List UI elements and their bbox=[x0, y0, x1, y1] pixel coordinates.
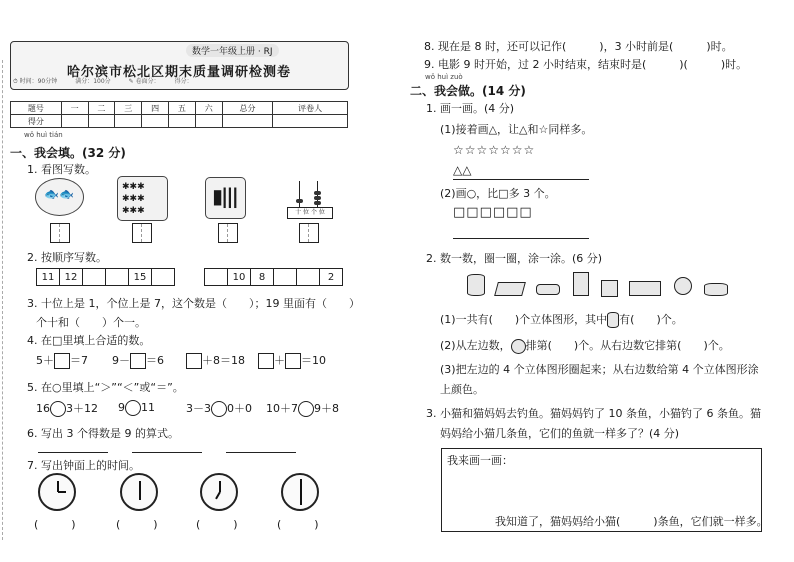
table-cell: 一 bbox=[61, 102, 88, 115]
cmp-left: 9 bbox=[118, 401, 125, 414]
score-value-row bbox=[11, 115, 348, 128]
binding-gutter bbox=[2, 60, 11, 540]
cuboid-shape[interactable] bbox=[573, 272, 589, 296]
q4-equation-1 bbox=[36, 352, 88, 369]
table-cell: 六 bbox=[195, 102, 222, 115]
cmp-right: 11 bbox=[141, 401, 155, 414]
minute-hand bbox=[300, 492, 302, 505]
clock-face bbox=[281, 473, 319, 511]
square-row: □□□□□□ bbox=[453, 205, 533, 220]
q4-equation-2 bbox=[112, 352, 164, 369]
eq-text: ＝7 bbox=[70, 354, 88, 367]
abacus-picture bbox=[287, 181, 331, 217]
eq-text: ＋ bbox=[274, 354, 285, 367]
question-4-label: 4. 在□里填上合适的数。 bbox=[27, 334, 151, 347]
pinyin-annotation: wǒ huì zuò bbox=[425, 73, 463, 81]
table-cell: 题号 bbox=[11, 102, 62, 115]
hour-hand bbox=[139, 492, 141, 500]
answer-line[interactable] bbox=[38, 452, 108, 453]
q4-equation-3 bbox=[186, 352, 245, 369]
cylinder-icon bbox=[607, 312, 619, 328]
compare-circle[interactable] bbox=[125, 400, 141, 416]
abacus-place-labels: 十 位 个 位 bbox=[287, 207, 333, 219]
question-2-label: 2. 按顺序写数。 bbox=[27, 251, 107, 264]
cmp-right: 0＋0 bbox=[227, 402, 252, 415]
clock-answer[interactable]: ( ) bbox=[277, 518, 319, 531]
seq-input-cell[interactable] bbox=[106, 269, 129, 286]
q5-compare-3 bbox=[186, 400, 252, 417]
question-3-line1: 3. 十位上是 1，个位上是 7，这个数是（ ）；19 里面有（ ） bbox=[27, 297, 360, 310]
part-text: 有( )个。 bbox=[619, 313, 683, 326]
answer-line[interactable] bbox=[132, 452, 202, 453]
eq-text: 5＋ bbox=[36, 354, 54, 367]
seq-cell: 2 bbox=[320, 269, 343, 286]
sphere-icon bbox=[511, 339, 526, 354]
bee-icon: ✱✱✱ ✱✱✱ ✱✱✱ bbox=[122, 182, 145, 216]
bees-picture bbox=[117, 176, 168, 221]
eq-text: ＝6 bbox=[146, 354, 164, 367]
compare-circle[interactable] bbox=[211, 401, 227, 417]
subject-subtitle: 数学一年级上册 · RJ bbox=[186, 44, 279, 57]
section2-heading: 二、我会做。(14 分) bbox=[410, 84, 526, 98]
answer-box[interactable] bbox=[258, 353, 274, 369]
drawing-area[interactable] bbox=[441, 448, 768, 532]
sticks-picture bbox=[205, 177, 246, 219]
sequence-row-1 bbox=[36, 268, 175, 286]
compare-circle[interactable] bbox=[50, 401, 66, 417]
question-7-label: 7. 写出钟面上的时间。 bbox=[27, 459, 140, 472]
clock-face bbox=[120, 473, 158, 511]
q5-compare-1 bbox=[36, 400, 98, 417]
compare-circle[interactable] bbox=[298, 401, 314, 417]
eq-text: 9－ bbox=[112, 354, 130, 367]
cmp-right: 9＋8 bbox=[314, 402, 339, 415]
cylinder-shape[interactable] bbox=[704, 283, 728, 296]
score-input-cell[interactable] bbox=[142, 115, 169, 128]
score-input-cell[interactable] bbox=[222, 115, 273, 128]
answer-line[interactable] bbox=[226, 452, 296, 453]
question-6-label: 6. 写出 3 个得数是 9 的算式。 bbox=[27, 427, 179, 440]
cmp-left: 3－3 bbox=[186, 402, 211, 415]
score-table bbox=[10, 101, 348, 128]
clock-answer[interactable]: ( ) bbox=[196, 518, 238, 531]
exam-info-bar: ⏱ 时间：90分钟 满分：100分 ✎ 卷面分： 得分： bbox=[13, 78, 193, 85]
s2-q1-part2: (2)画○，比□多 3 个。 bbox=[440, 187, 556, 200]
cuboid-shape[interactable] bbox=[629, 281, 661, 296]
conclusion-sentence: 我知道了，猫妈妈给小猫( )条鱼，它们就一样多。 bbox=[495, 515, 768, 528]
table-cell: 得分 bbox=[11, 115, 62, 128]
seq-input-cell[interactable] bbox=[274, 269, 297, 286]
table-cell: 五 bbox=[169, 102, 196, 115]
drawing-line[interactable] bbox=[453, 238, 589, 239]
eq-text: ＋8＝18 bbox=[202, 354, 245, 367]
fish-icon: 🐟🐟 bbox=[44, 187, 74, 201]
answer-box[interactable] bbox=[132, 223, 152, 243]
seq-input-cell[interactable] bbox=[152, 269, 175, 286]
clock-answer[interactable]: ( ) bbox=[34, 518, 76, 531]
minute-hand bbox=[219, 481, 221, 492]
q4-equation-4 bbox=[258, 352, 326, 369]
answer-box[interactable] bbox=[50, 223, 70, 243]
score-input-cell[interactable] bbox=[273, 115, 348, 128]
score-input-cell[interactable] bbox=[61, 115, 88, 128]
s2-q2-part2 bbox=[440, 337, 730, 354]
part-text: (1)一共有( )个立体图形，其中 bbox=[440, 313, 608, 326]
answer-box[interactable] bbox=[285, 353, 301, 369]
score-input-cell[interactable] bbox=[195, 115, 222, 128]
score-input-cell[interactable] bbox=[169, 115, 196, 128]
minute-hand bbox=[139, 481, 141, 492]
question-9: 9. 电影 9 时开始，过 2 小时结束，结束时是( )( )时。 bbox=[424, 58, 748, 71]
pinyin-annotation: wǒ huì tián bbox=[24, 131, 63, 139]
triangle-row: △△ bbox=[453, 163, 472, 177]
title-banner bbox=[10, 41, 349, 90]
table-cell: 评卷人 bbox=[273, 102, 348, 115]
s2-q2-part1 bbox=[440, 311, 683, 328]
q5-compare-2 bbox=[118, 400, 155, 416]
cube-shape[interactable] bbox=[601, 280, 618, 297]
cmp-right: 3＋12 bbox=[66, 402, 98, 415]
hour-hand bbox=[215, 492, 221, 500]
sphere-shape[interactable] bbox=[674, 277, 692, 295]
jar-of-fish-picture bbox=[35, 178, 84, 216]
answer-box[interactable] bbox=[186, 353, 202, 369]
seq-input-cell[interactable] bbox=[83, 269, 106, 286]
eq-text: ＝10 bbox=[301, 354, 326, 367]
seq-cell: 8 bbox=[251, 269, 274, 286]
question-5-label: 5. 在○里填上“＞”“＜”或“＝”。 bbox=[27, 381, 184, 394]
hour-hand bbox=[58, 491, 66, 493]
cuboid-shape[interactable] bbox=[494, 282, 526, 296]
answer-box[interactable] bbox=[54, 353, 70, 369]
star-row: ☆☆☆☆☆☆☆ bbox=[453, 143, 536, 157]
question-8: 8. 现在是 8 时，还可以记作( )，3 小时前是( )时。 bbox=[424, 40, 733, 53]
stick-bundle-icon: ▮||| bbox=[212, 184, 237, 208]
s2-q1-part1: (1)接着画△，让△和☆同样多。 bbox=[440, 123, 593, 136]
seq-cell: 11 bbox=[37, 269, 60, 286]
table-cell: 四 bbox=[142, 102, 169, 115]
clock-face bbox=[200, 473, 238, 511]
drawing-line[interactable] bbox=[453, 179, 589, 180]
s2-question-2: 2. 数一数，圈一圈，涂一涂。(6 分) bbox=[426, 252, 603, 265]
question-1-label: 1. 看图写数。 bbox=[27, 163, 96, 176]
answer-box[interactable] bbox=[130, 353, 146, 369]
sequence-row-2 bbox=[204, 268, 343, 286]
section1-heading: 一、我会填。(32 分) bbox=[10, 146, 126, 160]
cmp-left: 16 bbox=[36, 402, 50, 415]
s2-q2-part3-line2: 上颜色。 bbox=[440, 383, 484, 396]
score-input-cell[interactable] bbox=[115, 115, 142, 128]
seq-cell: 15 bbox=[129, 269, 152, 286]
answer-box[interactable] bbox=[218, 223, 238, 243]
s2-q2-part3-line1: (3)把左边的 4 个立体图形圈起来；从右边数给第 4 个立体图形涂 bbox=[440, 363, 759, 376]
cmp-left: 10＋7 bbox=[266, 402, 298, 415]
q5-compare-4 bbox=[266, 400, 339, 417]
s2-question-3-line1: 3. 小猫和猫妈妈去钓鱼。猫妈妈钓了 10 条鱼，小猫钓了 6 条鱼。猫 bbox=[426, 407, 761, 420]
score-header-row bbox=[11, 102, 348, 115]
part-text: (2)从左边数， bbox=[440, 339, 511, 352]
answer-box[interactable] bbox=[299, 223, 319, 243]
table-cell: 总分 bbox=[222, 102, 273, 115]
part-text: 排第( )个。从右边数它排第( )个。 bbox=[525, 339, 730, 352]
table-cell: 三 bbox=[115, 102, 142, 115]
seq-cell: 12 bbox=[60, 269, 83, 286]
seq-input-cell[interactable] bbox=[205, 269, 228, 286]
seq-input-cell[interactable] bbox=[297, 269, 320, 286]
question-3-line2: 个十和（ ）个一。 bbox=[36, 316, 146, 329]
cylinder-shape[interactable] bbox=[536, 284, 560, 295]
s2-question-1: 1. 画一画。(4 分) bbox=[426, 102, 515, 115]
hour-hand bbox=[300, 479, 302, 492]
clock-face bbox=[38, 473, 76, 511]
seq-cell: 10 bbox=[228, 269, 251, 286]
cylinder-shape[interactable] bbox=[467, 274, 485, 296]
s2-question-3-line2: 妈妈给小猫几条鱼，它们的鱼就一样多了？(4 分) bbox=[440, 427, 680, 440]
drawing-area-label: 我来画一画： bbox=[447, 454, 513, 467]
exam-title: 哈尔滨市松北区期末质量调研检测卷 bbox=[66, 65, 291, 80]
score-input-cell[interactable] bbox=[88, 115, 115, 128]
table-cell: 二 bbox=[88, 102, 115, 115]
clock-answer[interactable]: ( ) bbox=[116, 518, 158, 531]
